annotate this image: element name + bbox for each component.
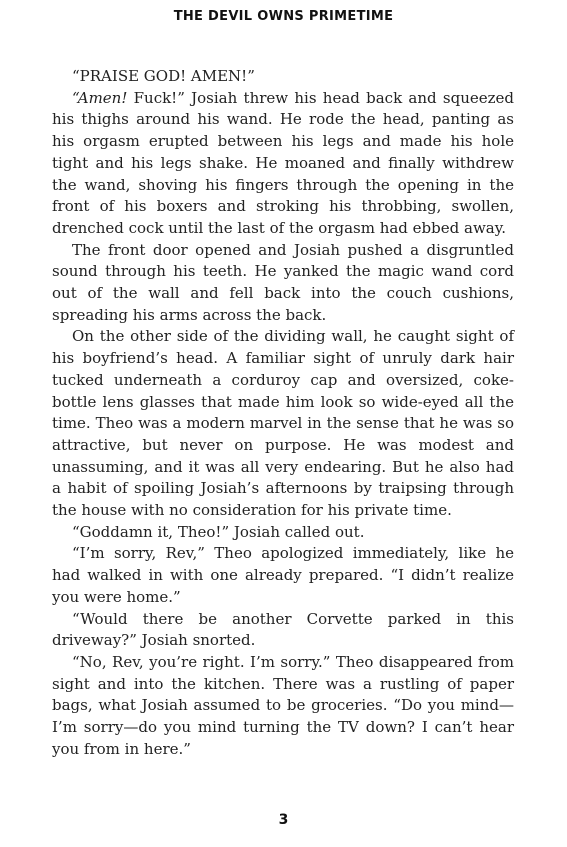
running-header: THE DEVIL OWNS PRIMETIME (173, 9, 394, 24)
paragraph: On the other side of the dividing wall, he caught sight of his boyfriend’s head. A familiar sight of unruly dark hair tucked underneath a corduroy cap and oversized, coke-bottle lens glasses that made him look so wide-eyed all the time. Theo was a modern marvel in the sense that he was so attractive, but never on purpose. He was modest and unassuming, and it was all very endearing. But he also had a habit of spoiling Josiah’s afternoons by traipsing through the house with no consideration for his private time. (52, 327, 514, 520)
paragraph: “No, Rev, you’re right. I’m sorry.” Theo disappeared from sight and into the kitchen. There was a rustling of paper bags, what Josiah assumed to be groceries. “Do you mind— I’m sorry—do you mind turning the TV down? I can’t hear you from in here.” (52, 652, 514, 758)
paragraph: “Goddamn it, Theo!” Josiah called out. (72, 522, 365, 541)
body-text (52, 66, 514, 761)
paragraph-text: Fuck!” Josiah threw his head back and squeezed his thighs around his wand. He rode the head, panting as his orgasm erupted between his legs and made his hole tight and his legs shake. He moaned and finally withdrew the wand, shoving his fingers through the opening in the front of his boxers and stroking his throbbing, swollen, drenched cock until the last of the orgasm had ebbed away. (52, 88, 514, 237)
paragraph: “I’m sorry, Rev,” Theo apologized immediately, like he had walked in with one already prepared. “I didn’t realize you were home.” (52, 544, 514, 606)
italic-text: “Amen! (72, 88, 128, 107)
paragraph: “PRAISE GOD! AMEN!” (72, 67, 255, 85)
paragraph: The front door opened and Josiah pushed a disgruntled sound through his teeth. He yanked the magic wand cord out of the wall and fell back into the couch cushions, spreading his arms across the back. (52, 240, 514, 324)
paragraph: “Would there be another Corvette parked in this driveway?” Josiah snorted. (52, 609, 514, 650)
page-number: 3 (278, 812, 289, 828)
paragraph (52, 88, 514, 240)
